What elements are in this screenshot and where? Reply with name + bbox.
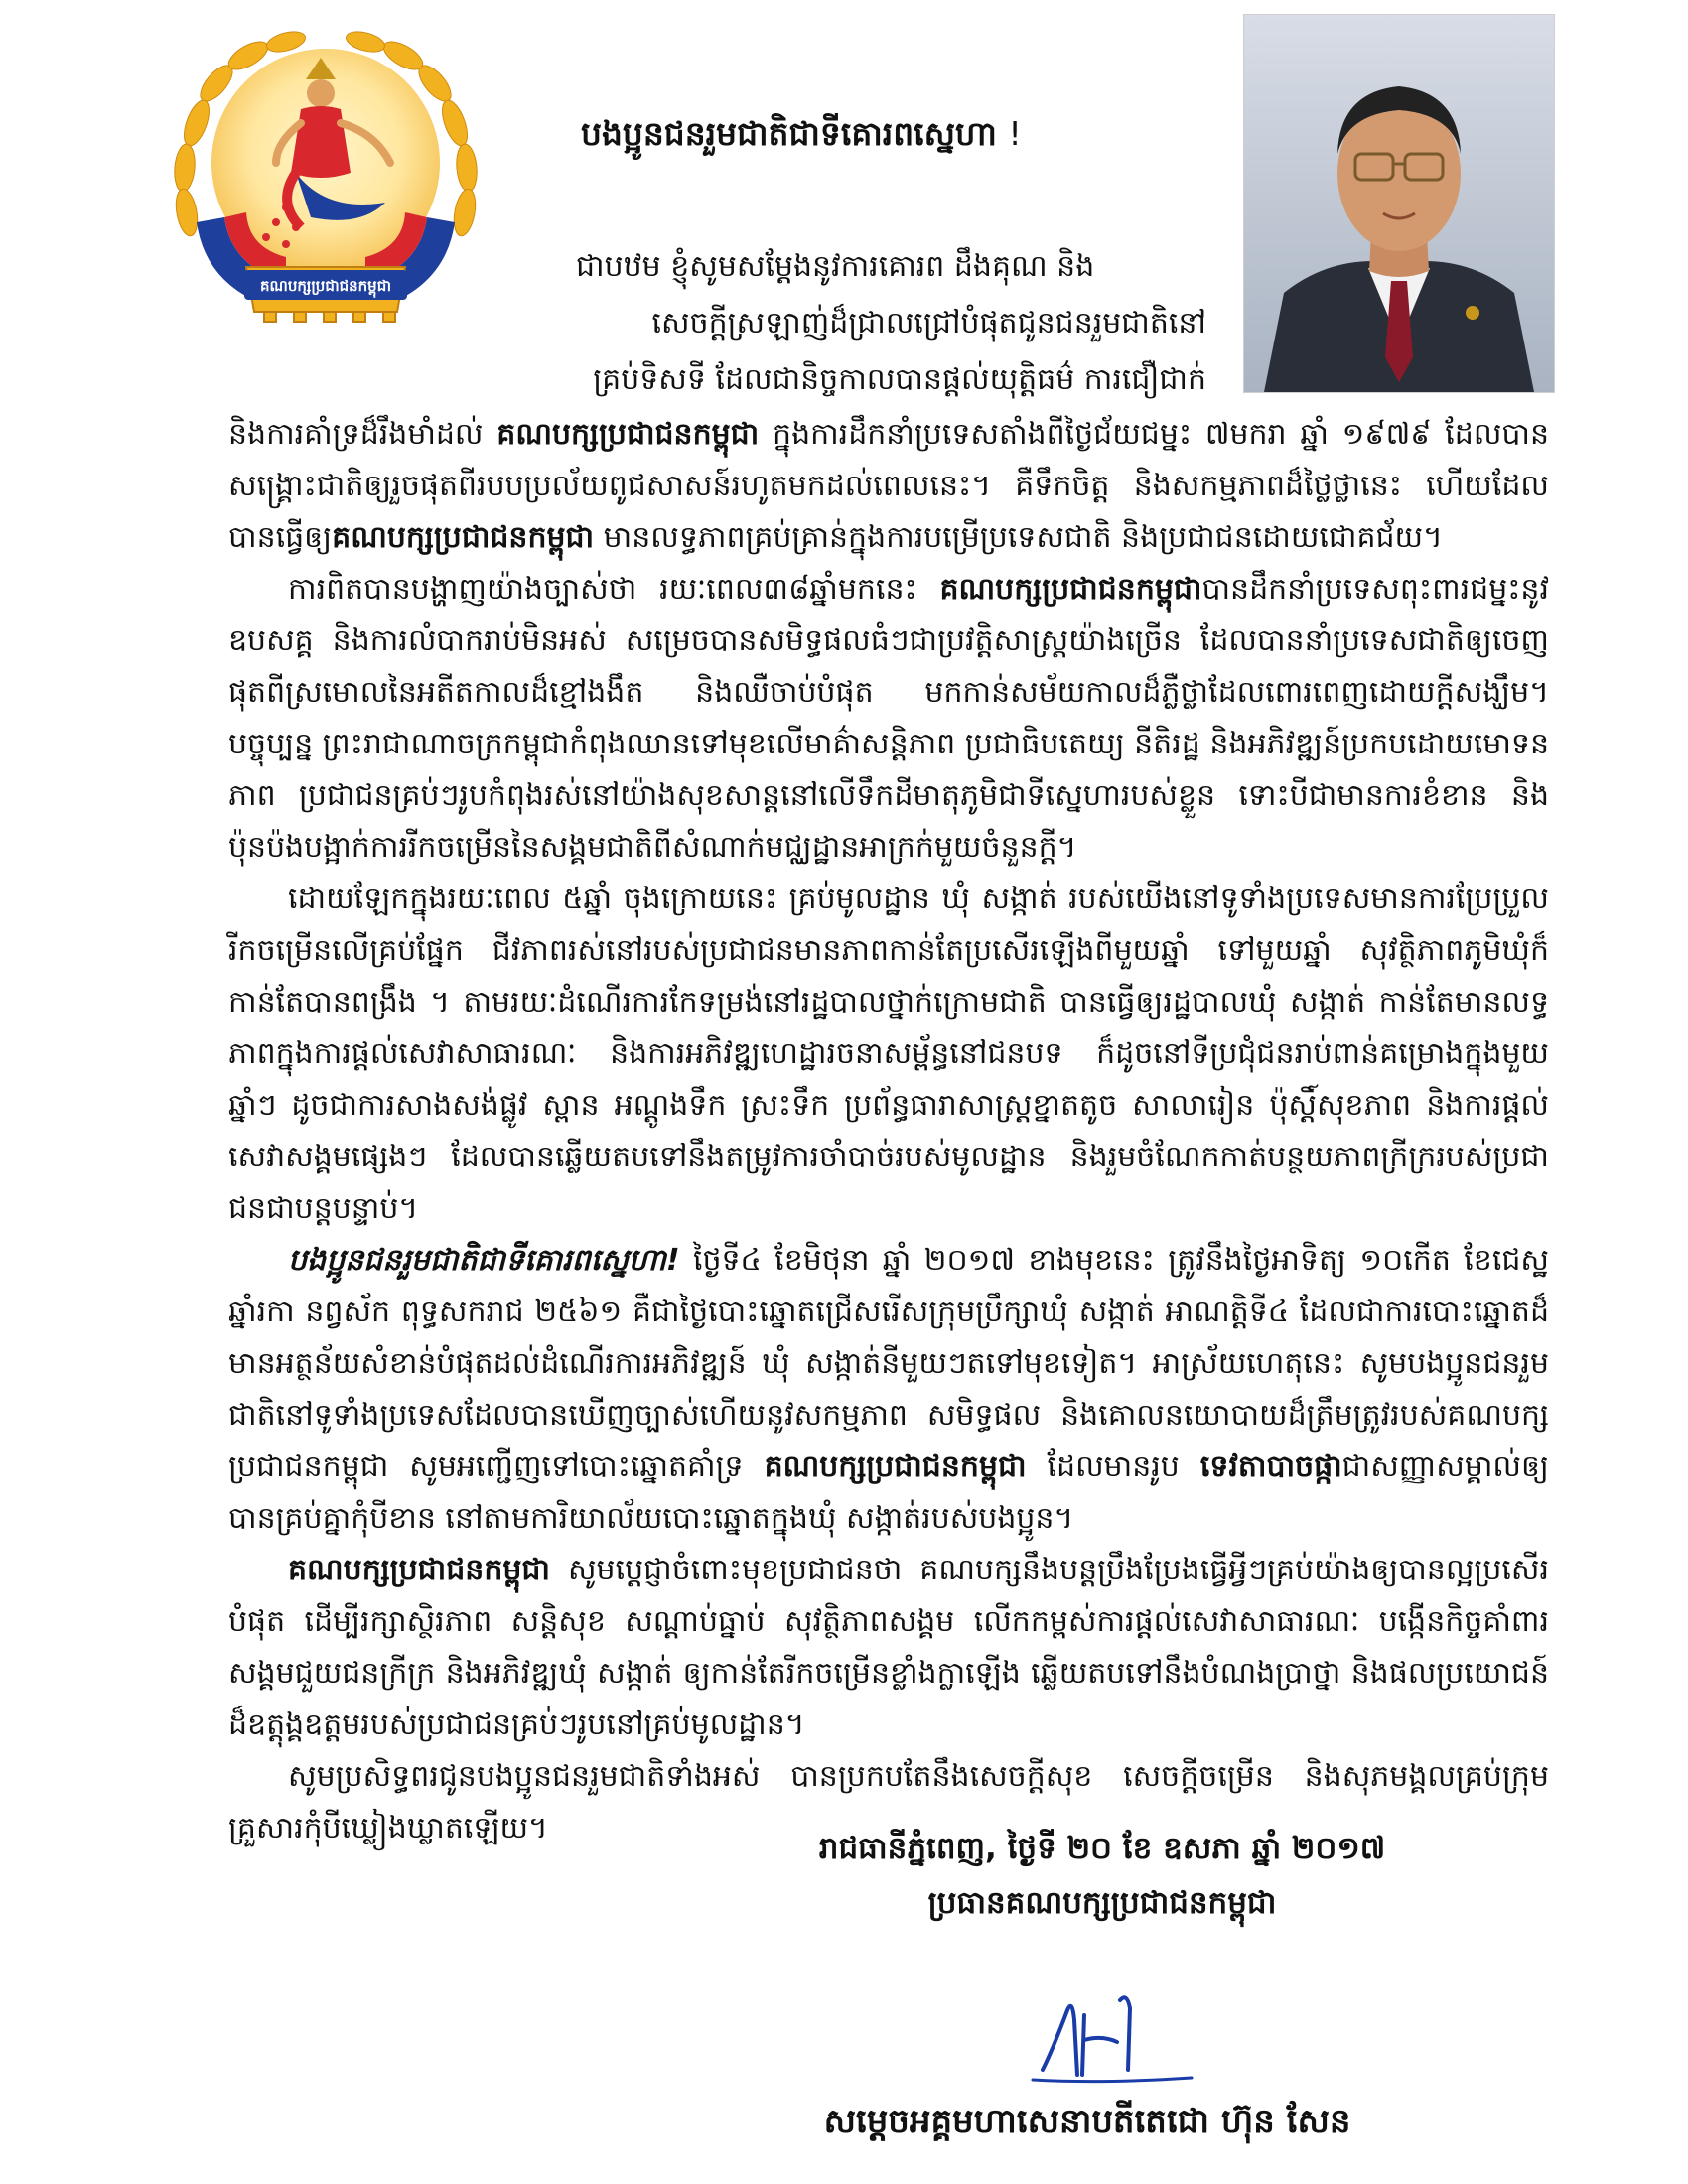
portrait-image [1244,15,1554,392]
text-run: ជាសញ្ញាសម្គាល់ឲ្យបានគ្រប់គ្នាកុំបីខាន នៅតាមការិយាល័យបោះឆ្នោតក្នុងឃុំ សង្កាត់របស់បងប្អូន។ [228,1449,1549,1536]
text-run: ក្នុងការដឹកនាំប្រទេសតាំងពីថ្ងៃជ័យជម្នះ ៧មករា ឆ្នាំ ១៩៧៩ ដែលបានសង្គ្រោះជាតិឲ្យរួចផុតពីរបបប្រល័យពូជសាសន៍រហូតមកដល់ពេលនេះ។ គឺទឹកចិត្ត និងសកម្មភាពដ៏ថ្លៃថ្លានេះ ហើយដែលបានធ្វើឲ្យ [228,417,1549,555]
intro-line: សេចក្តីស្រឡាញ់ដ៏ជ្រាលជ្រៅបំផុតជូនជនរួមជាតិនៅ [651,306,1206,341]
text-run: ដោយឡែកក្នុងរយៈពេល ៥ឆ្នាំ ចុងក្រោយនេះ គ្រប់មូលដ្ឋាន ឃុំ សង្កាត់ របស់យើងនៅទូទាំងប្រទេសមានការប្រែប្រួលរីកចម្រើនលើគ្រប់ផ្នែក ជីវភាពរស់នៅរបស់ប្រជាជនមានភាពកាន់តែប្រសើរឡើងពីមួយឆ្នាំ ទៅមួយឆ្នាំ សុវត្ថិភាពភូមិឃុំក៏កាន់តែបានពង្រឹង ។ តាមរយៈដំណើរការកែទម្រង់នៅរដ្ឋបាលថ្នាក់ក្រោមជាតិ បានធ្វើឲ្យរដ្ឋបាលឃុំ សង្កាត់ កាន់តែមានលទ្ធភាពក្នុងការផ្តល់សេវាសាធារណៈ និងការអភិវឌ្ឍហេដ្ឋារចនាសម្ព័ន្ធនៅជនបទ ក៏ដូចនៅទីប្រជុំជនរាប់ពាន់គម្រោងក្នុងមួយឆ្នាំៗ ដូចជាការសាងសង់ផ្លូវ ស្ពាន អណ្តូងទឹក ស្រះទឹក ប្រព័ន្ធធារាសាស្ត្រខ្នាតតូច សាលារៀន ប៉ុស្តិ៍សុខភាព និងការផ្តល់សេវាសង្គមផ្សេងៗ ដែលបានឆ្លើយតបទៅនឹងតម្រូវការចាំបាច់របស់មូលដ្ឋាន និងរួមចំណែកកាត់បន្ថយភាពក្រីក្ររបស់ប្រជាជនជាបន្តបន្ទាប់។ [228,882,1549,1226]
president-photo [1243,14,1555,393]
paragraph-2 [228,564,1549,874]
party-name: គណបក្សប្រជាជនកម្ពុជា [496,417,760,452]
paragraph-1 [228,409,1549,564]
party-symbol: ទេវតាបាចផ្កា [1199,1449,1342,1484]
paragraph-5 [228,1545,1549,1751]
text-run: និងការគាំទ្រដ៏រឹងមាំដល់ [228,417,484,452]
text-run: ដែលមានរូប [1047,1449,1180,1484]
paragraph-3 [228,874,1549,1235]
greeting-mark: ! [1008,114,1022,153]
greeting-text: បងប្អូនជនរួមជាតិជាទីគោរពស្នេហា [581,114,997,153]
closing-block [755,1822,1450,1931]
handwritten-signature-icon [1023,1980,1201,2090]
title-line: ប្រធានគណបក្សប្រជាជនកម្ពុជា [927,1885,1277,1921]
text-run: សូមប្រសិទ្ធពរជូនបងប្អូនជនរួមជាតិទាំងអស់ បានប្រកបតែនឹងសេចក្តីសុខ សេចក្តីចម្រើន និងសុភមង្គលគ្រប់ក្រុមគ្រួសារកុំបីឃ្លៀងឃ្លាតឡើយ។ [228,1759,1549,1845]
text-run: ថ្ងៃទី៤ ខែមិថុនា ឆ្នាំ ២០១៧ ខាងមុខនេះ ត្រូវនឹងថ្ងៃអាទិត្យ ១០កើត ខែជេស្ឋ ឆ្នាំរកា នព្វស័ក ពុទ្ធសករាជ ២៥៦១ គឺជាថ្ងៃបោះឆ្នោតជ្រើសរើសក្រុមប្រឹក្សាឃុំ សង្កាត់ អាណត្តិទី៤ ដែលជាការបោះឆ្នោតដ៏មានអត្ថន័យសំខាន់បំផុតដល់ដំណើរការអភិវឌ្ឍន៍ ឃុំ សង្កាត់នីមួយៗតទៅមុខទៀត។ អាស្រ័យហេតុនេះ សូមបងប្អូនជនរួមជាតិនៅទូទាំងប្រទេសដែលបានឃើញច្បាស់ហើយនូវសកម្មភាព សមិទ្ធផល និងគោលនយោបាយដ៏ត្រឹមត្រូវរបស់គណបក្សប្រជាជនកម្ពុជា សូមអញ្ជើញទៅបោះឆ្នោតគាំទ្រ [228,1243,1549,1484]
intro-line: គ្រប់ទិសទី ដែលជានិច្ចកាលបានផ្តល់យុត្តិធម៌ ការជឿជាក់ [593,362,1206,397]
date-line: រាជធានីភ្នំពេញ, ថ្ងៃទី ២០ ខែ ឧសភា ឆ្នាំ ២០១៧ [818,1831,1386,1866]
party-name: គណបក្សប្រជាជនកម្ពុជា [764,1449,1027,1484]
party-name: គណបក្សប្រជាជនកម្ពុជា [332,520,595,555]
text-run: សូមប្តេជ្ញាចំពោះមុខប្រជាជនថា គណបក្សនឹងបន្តប្រឹងប្រែងធ្វើអ្វីៗគ្រប់យ៉ាងឲ្យបានល្អប្រសើរបំផុត ដើម្បីរក្សាស្ថិរភាព សន្តិសុខ សណ្តាប់ធ្នាប់ សុវត្ថិភាពសង្គម លើកកម្ពស់ការផ្តល់សេវាសាធារណៈ បង្កើនកិច្ចគាំពារសង្គមជួយជនក្រីក្រ និងអភិវឌ្ឍឃុំ សង្កាត់ ឲ្យកាន់តែរីកចម្រើនខ្លាំងក្លាឡើង ឆ្លើយតបទៅនឹងបំណងប្រាថ្នា និងផលប្រយោជន៍ដ៏ឧត្តុង្គឧត្តមរបស់ប្រជាជនគ្រប់ៗរូបនៅគ្រប់មូលដ្ឋាន។ [228,1553,1549,1742]
intro-line: ជាបឋម ខ្ញុំសូមសម្តែងនូវការគោរព ដឹងគុណ និង [576,249,1095,284]
paragraph-4 [228,1235,1549,1545]
text-run: ការពិតបានបង្ហាញយ៉ាងច្បាស់ថា រយៈពេល៣៨ឆ្នាំមកនេះ [288,572,917,607]
greeting-inline: បងប្អូនជនរួមជាតិជាទីគោរពស្នេហា! [288,1243,680,1278]
text-run: មានលទ្ធភាពគ្រប់គ្រាន់ក្នុងការបម្រើប្រទេសជាតិ និងប្រជាជនដោយជោគជ័យ។ [603,520,1443,555]
emblem-banner-text: គណបក្សប្រជាជនកម្ពុជា [260,277,391,295]
text-run: បានដឹកនាំប្រទេសពុះពារជម្នះនូវឧបសគ្គ និងការលំបាករាប់មិនអស់ សម្រេចបានសមិទ្ធផលធំៗជាប្រវត្តិសាស្ត្រយ៉ាងច្រើន ដែលបាននាំប្រទេសជាតិឲ្យចេញផុតពីស្រមោលនៃអតីតកាលដ៏ខ្មៅងងឹត និងឈឺចាប់បំផុត មកកាន់សម័យកាលដ៏ភ្លឺថ្លាដែលពោរពេញដោយក្តីសង្ឃឹម។ បច្ចុប្បន្ន ព្រះរាជាណាចក្រកម្ពុជាកំពុងឈានទៅមុខលើមាគ៌ាសន្តិភាព ប្រជាធិបតេយ្យ នីតិរដ្ឋ និងអភិវឌ្ឍន៍ប្រកបដោយមោទនភាព ប្រជាជនគ្រប់ៗរូបកំពុងរស់នៅយ៉ាងសុខសាន្តនៅលើទឹកដីមាតុភូមិជាទីស្នេហារបស់ខ្លួន ទោះបីជាមានការខំខាន និងប៉ុនប៉ងបង្អាក់ការរីកចម្រើននៃសង្គមជាតិពីសំណាក់មជ្ឈដ្ឋានអាក្រក់មួយចំនួនក្តី។ [228,572,1549,865]
greeting-heading [581,114,1226,162]
intro-block [308,238,1206,408]
party-name: គណបក្សប្រជាជនកម្ពុជា [288,1553,550,1587]
signer-name: សម្តេចអគ្គមហាសេនាបតីតេជោ ហ៊ុន សែន [823,2102,1351,2141]
letter-body [228,409,1549,1854]
party-name: គណបក្សប្រជាជនកម្ពុជា [939,572,1202,607]
